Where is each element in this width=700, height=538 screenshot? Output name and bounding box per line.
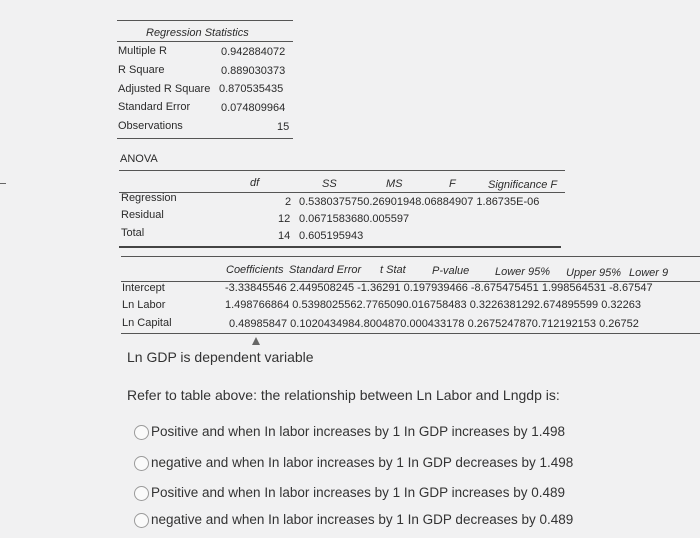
anova-row-values: 0.605195943: [299, 230, 364, 242]
regstats-value: 0.870535435: [219, 83, 284, 95]
anova-header-sig: Significance F: [488, 179, 558, 191]
regstats-bottom-rule: [117, 138, 293, 139]
regstats-value: 0.889030373: [221, 65, 286, 77]
regstats-label: R Square: [118, 64, 165, 76]
anova-row-df: 14: [278, 230, 291, 242]
coef-header: Lower 95%: [495, 266, 551, 278]
regstats-title-rule: [117, 41, 293, 42]
anova-row-df: 2: [285, 196, 292, 208]
coef-row-values: -3.33845546 2.449508245 -1.36291 0.197939466 -8.675475451 1.998564531 -8.67547: [225, 282, 653, 294]
anova-row-label: Residual: [121, 209, 164, 221]
regstats-value: 0.074809964: [221, 102, 286, 114]
radio-button[interactable]: [134, 456, 149, 471]
coef-row-label: Intercept: [122, 282, 165, 294]
coef-header: Coefficients: [226, 264, 284, 276]
answer-option-label[interactable]: negative and when In labor increases by 1 In GDP decreases by 0.489: [151, 512, 574, 527]
anova-title: ANOVA: [120, 153, 158, 165]
question-prompt: Refer to table above: the relationship between Ln Labor and Lngdp is:: [127, 387, 560, 403]
regstats-label: Adjusted R Square: [118, 83, 211, 95]
coef-row-values: 1.498766864 0.5398025562.7765090.016758483 0.3226381292.674895599 0.32263: [225, 299, 641, 311]
coef-header: t Stat: [380, 264, 406, 276]
regstats-label: Observations: [118, 120, 183, 132]
anova-row-df: 12: [278, 213, 291, 225]
anova-header-ss: SS: [322, 178, 337, 190]
anova-row-label: Regression: [121, 192, 177, 204]
answer-option-label[interactable]: Positive and when In labor increases by 1 In GDP increases by 1.498: [151, 424, 565, 439]
anova-header-f: F: [449, 178, 456, 190]
coef-bottom-rule: [121, 333, 700, 334]
anova-row-values: 0.5380375750.26901948.06884907 1.86735E-06: [299, 196, 540, 208]
coef-top-rule: [121, 256, 700, 257]
radio-button[interactable]: [134, 425, 149, 440]
coef-header: Standard Error: [289, 264, 362, 276]
anova-header-df: df: [250, 177, 260, 189]
regstats-label: Multiple R: [118, 45, 167, 57]
anova-header-ms: MS: [386, 178, 403, 190]
anova-row-values: 0.0671583680.005597: [299, 213, 410, 225]
coef-header: Lower 9: [629, 267, 669, 279]
radio-button[interactable]: [134, 513, 149, 528]
dependent-variable-note: Ln GDP is dependent variable: [127, 349, 314, 365]
mouse-cursor-icon: [252, 337, 260, 345]
coef-header: P-value: [432, 265, 470, 277]
regstats-value: 15: [277, 121, 290, 133]
radio-button[interactable]: [134, 486, 149, 501]
coef-row-values: 0.48985847 0.1020434984.8004870.000433178 0.2675247870.712192153 0.26752: [229, 318, 639, 330]
regstats-label: Standard Error: [118, 101, 191, 113]
regstats-value: 0.942884072: [221, 46, 286, 58]
anova-top-rule: [119, 170, 565, 171]
answer-option-label[interactable]: Positive and when In labor increases by 1 In GDP increases by 0.489: [151, 485, 565, 500]
answer-option-label[interactable]: negative and when In labor increases by 1 In GDP decreases by 1.498: [151, 455, 574, 470]
coef-header: Upper 95%: [566, 267, 622, 279]
regstats-top-rule: [117, 20, 293, 21]
anova-row-label: Total: [121, 227, 145, 239]
coef-row-label: Ln Labor: [122, 299, 166, 311]
page-edge-mark: [0, 183, 6, 184]
coef-row-label: Ln Capital: [122, 317, 172, 329]
regstats-title: Regression Statistics: [146, 27, 249, 39]
anova-header-rule: [119, 192, 565, 193]
anova-bottom-rule: [119, 246, 561, 248]
